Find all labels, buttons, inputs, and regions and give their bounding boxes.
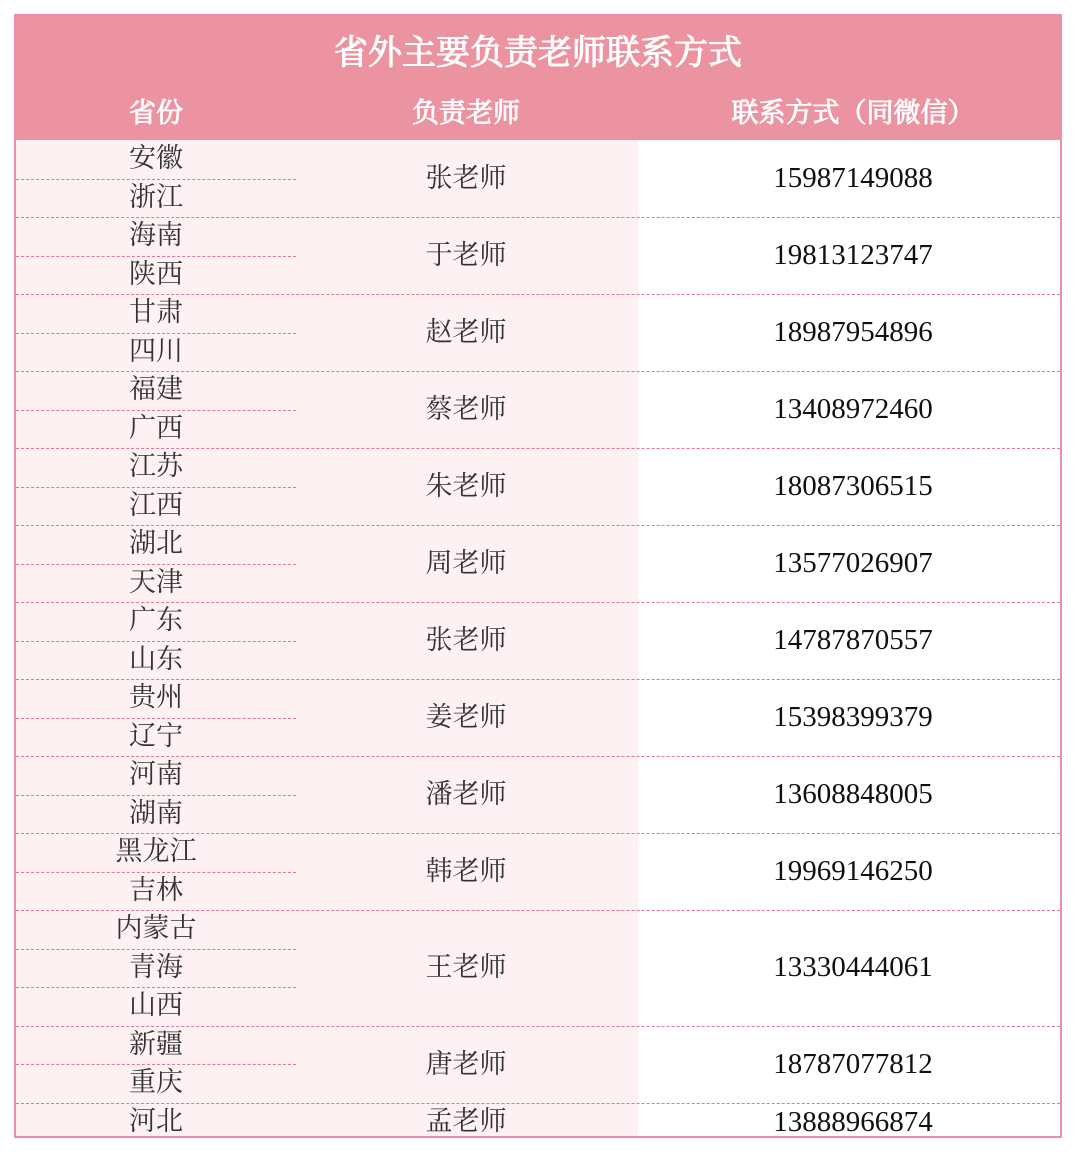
table-header (16, 16, 1060, 140)
column-header-province: 省份 (129, 98, 183, 129)
province-cell: 山东 (129, 643, 183, 675)
contact-table (14, 14, 1062, 1138)
table-row (16, 910, 1060, 1026)
table-row (16, 140, 1060, 217)
teacher-cell: 韩老师 (425, 856, 507, 887)
phone-cell: 13888966874 (773, 1105, 933, 1138)
teacher-cell: 赵老师 (425, 317, 507, 348)
province-cell: 山西 (129, 990, 183, 1021)
teacher-cell: 张老师 (425, 625, 507, 656)
teacher-cell: 姜老师 (425, 702, 507, 733)
phone-cell: 14787870557 (773, 624, 933, 656)
province-cell: 吉林 (129, 874, 183, 906)
teacher-cell: 张老师 (425, 163, 507, 194)
table-row (16, 756, 1060, 833)
province-cell: 新疆 (129, 1028, 183, 1060)
province-cell: 甘肃 (129, 297, 183, 328)
province-divider (16, 641, 296, 642)
province-cell: 福建 (129, 374, 183, 405)
table-row (16, 1103, 1060, 1141)
teacher-cell: 朱老师 (425, 471, 507, 502)
phone-cell: 19813123747 (773, 239, 933, 271)
province-divider (16, 256, 296, 257)
province-cell: 江西 (129, 489, 183, 521)
province-divider (16, 410, 296, 411)
province-cell: 江苏 (129, 451, 183, 482)
phone-cell: 13408972460 (773, 393, 933, 425)
province-divider (16, 179, 296, 180)
phone-cell: 15987149088 (773, 162, 933, 194)
teacher-cell: 周老师 (425, 548, 507, 579)
province-divider (16, 987, 296, 988)
province-divider (16, 872, 296, 873)
province-cell: 广西 (129, 412, 183, 444)
table-row (16, 294, 1060, 371)
province-cell: 天津 (129, 566, 183, 598)
teacher-cell: 于老师 (425, 240, 507, 271)
province-cell: 四川 (129, 335, 183, 367)
province-cell: 黑龙江 (115, 836, 197, 867)
teacher-cell: 潘老师 (425, 779, 507, 810)
province-cell: 海南 (129, 220, 183, 251)
province-cell: 浙江 (129, 181, 183, 213)
table-row (16, 525, 1060, 602)
phone-cell: 18987954896 (773, 316, 933, 348)
table-row (16, 448, 1060, 525)
teacher-cell: 孟老师 (425, 1105, 507, 1137)
province-cell: 青海 (129, 951, 183, 983)
phone-cell: 13608848005 (773, 778, 933, 810)
province-cell: 湖南 (129, 797, 183, 829)
province-divider (16, 333, 296, 334)
table-row (16, 217, 1060, 294)
teacher-cell: 唐老师 (425, 1048, 507, 1080)
province-cell: 重庆 (129, 1067, 183, 1098)
province-cell: 贵州 (129, 682, 183, 713)
table-title: 省外主要负责老师联系方式 (334, 33, 742, 73)
column-header-contact: 联系方式（同微信） (731, 98, 975, 129)
table-row (16, 371, 1060, 448)
phone-cell: 13330444061 (773, 951, 933, 983)
table-row (16, 1026, 1060, 1103)
teacher-cell: 蔡老师 (425, 394, 507, 425)
province-divider (16, 487, 296, 488)
phone-cell: 18787077812 (773, 1047, 933, 1080)
province-divider (16, 1064, 296, 1065)
province-divider (16, 795, 296, 796)
province-divider (16, 949, 296, 950)
province-cell: 湖北 (129, 528, 183, 559)
phone-cell: 15398399379 (773, 701, 933, 733)
province-cell: 河北 (129, 1105, 183, 1137)
province-cell: 内蒙古 (115, 913, 197, 944)
province-divider (16, 718, 296, 719)
phone-cell: 19969146250 (773, 855, 933, 887)
column-header-teacher: 负责老师 (412, 98, 520, 129)
phone-cell: 18087306515 (773, 470, 933, 502)
table-row (16, 602, 1060, 679)
table-row (16, 833, 1060, 910)
province-cell: 河南 (129, 759, 183, 790)
teacher-cell: 王老师 (425, 952, 507, 983)
province-cell: 广东 (129, 605, 183, 636)
phone-cell: 13577026907 (773, 547, 933, 579)
province-cell: 辽宁 (129, 720, 183, 752)
province-divider (16, 564, 296, 565)
table-body (16, 140, 1060, 1136)
table-row (16, 679, 1060, 756)
province-cell: 陕西 (129, 258, 183, 290)
province-cell: 安徽 (129, 143, 183, 174)
